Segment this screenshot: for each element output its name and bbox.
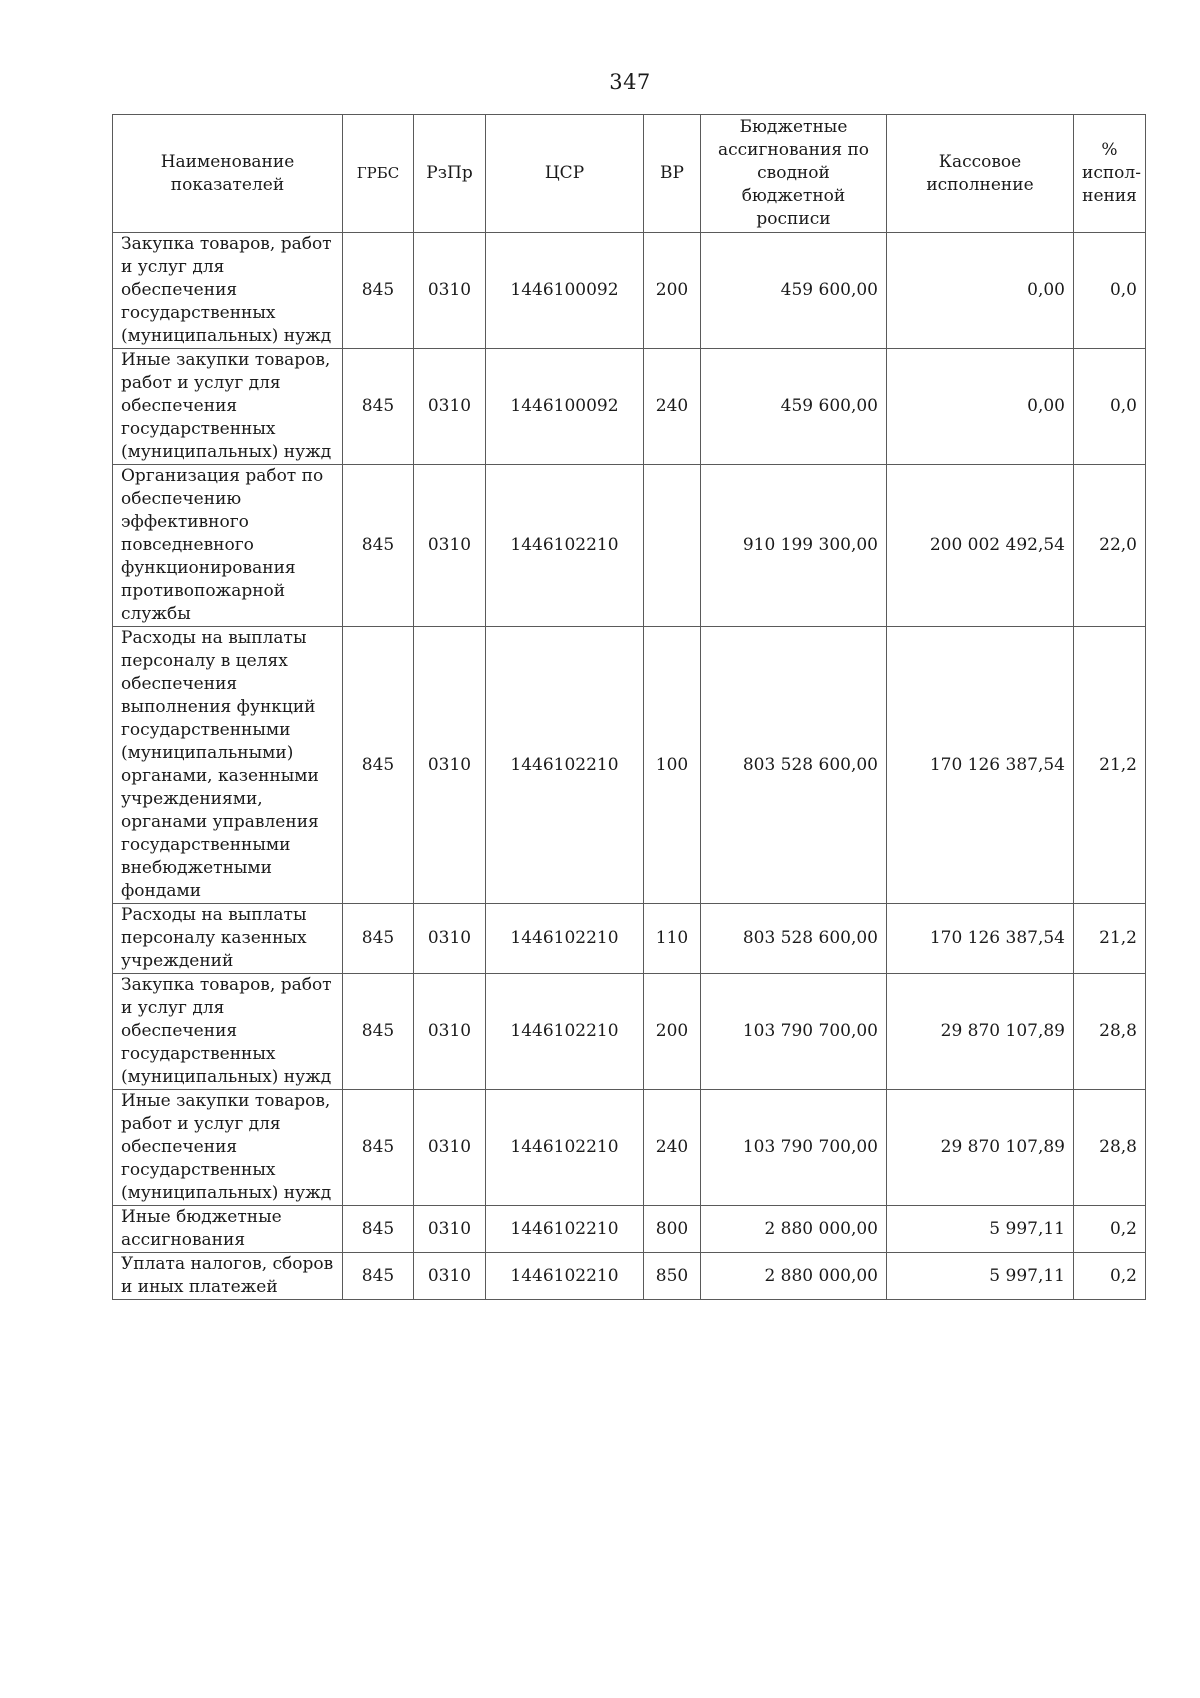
row-rzpr: 0310	[414, 904, 486, 974]
row-csr: 1446102210	[486, 627, 644, 904]
row-name: Закупка товаров, работ и услуг для обеспечения государственных (муниципальных) нужд	[113, 974, 343, 1090]
row-pct: 21,2	[1074, 627, 1146, 904]
table-body	[113, 233, 1146, 1300]
row-rzpr: 0310	[414, 465, 486, 627]
row-vr: 240	[644, 349, 701, 465]
row-rzpr: 0310	[414, 627, 486, 904]
row-fact: 0,00	[887, 233, 1074, 349]
row-fact: 170 126 387,54	[887, 627, 1074, 904]
row-vr: 240	[644, 1090, 701, 1206]
header-row	[113, 115, 1146, 233]
row-pct: 28,8	[1074, 974, 1146, 1090]
row-grbs: 845	[343, 233, 414, 349]
row-vr	[644, 465, 701, 627]
row-rzpr: 0310	[414, 233, 486, 349]
row-csr: 1446102210	[486, 904, 644, 974]
row-grbs: 845	[343, 1253, 414, 1300]
row-grbs: 845	[343, 974, 414, 1090]
row-grbs: 845	[343, 465, 414, 627]
table-row	[113, 349, 1146, 465]
row-name: Организация работ по обеспечению эффективного повседневного функционирования противопожарной службы	[113, 465, 343, 627]
row-csr: 1446102210	[486, 465, 644, 627]
row-pct: 0,0	[1074, 349, 1146, 465]
row-plan: 103 790 700,00	[701, 974, 887, 1090]
row-name: Расходы на выплаты персоналу в целях обеспечения выполнения функций государственными (муниципальными) органами, казенными учреждениями, органами управления государственными внебюджетными фондами	[113, 627, 343, 904]
row-plan: 103 790 700,00	[701, 1090, 887, 1206]
table-row	[113, 627, 1146, 904]
row-pct: 21,2	[1074, 904, 1146, 974]
row-vr: 850	[644, 1253, 701, 1300]
row-vr: 200	[644, 233, 701, 349]
row-csr: 1446102210	[486, 1206, 644, 1253]
table-row	[113, 1206, 1146, 1253]
row-csr: 1446102210	[486, 1090, 644, 1206]
table-row	[113, 465, 1146, 627]
budget-execution-table	[112, 114, 1146, 1300]
row-csr: 1446100092	[486, 233, 644, 349]
row-plan: 803 528 600,00	[701, 904, 887, 974]
row-name: Закупка товаров, работ и услуг для обеспечения государственных (муниципальных) нужд	[113, 233, 343, 349]
row-name: Иные бюджетные ассигнования	[113, 1206, 343, 1253]
row-pct: 0,2	[1074, 1206, 1146, 1253]
row-name: Иные закупки товаров, работ и услуг для обеспечения государственных (муниципальных) нужд	[113, 349, 343, 465]
header-plan: Бюджетные ассигнования по сводной бюджетной росписи	[701, 115, 887, 233]
table-row	[113, 974, 1146, 1090]
row-grbs: 845	[343, 904, 414, 974]
row-fact: 200 002 492,54	[887, 465, 1074, 627]
row-vr: 110	[644, 904, 701, 974]
row-rzpr: 0310	[414, 349, 486, 465]
row-csr: 1446102210	[486, 974, 644, 1090]
row-vr: 100	[644, 627, 701, 904]
row-name: Расходы на выплаты персоналу казенных учреждений	[113, 904, 343, 974]
header-pct: % испол-нения	[1074, 115, 1146, 233]
row-fact: 170 126 387,54	[887, 904, 1074, 974]
header-fact: Кассовое исполнение	[887, 115, 1074, 233]
table-row	[113, 1253, 1146, 1300]
table-row	[113, 904, 1146, 974]
row-pct: 0,0	[1074, 233, 1146, 349]
row-plan: 803 528 600,00	[701, 627, 887, 904]
row-csr: 1446102210	[486, 1253, 644, 1300]
row-grbs: 845	[343, 627, 414, 904]
row-plan: 910 199 300,00	[701, 465, 887, 627]
row-pct: 22,0	[1074, 465, 1146, 627]
header-rzpr: РзПр	[414, 115, 486, 233]
row-fact: 0,00	[887, 349, 1074, 465]
row-name: Иные закупки товаров, работ и услуг для обеспечения государственных (муниципальных) нужд	[113, 1090, 343, 1206]
row-pct: 0,2	[1074, 1253, 1146, 1300]
row-plan: 2 880 000,00	[701, 1253, 887, 1300]
row-rzpr: 0310	[414, 974, 486, 1090]
row-fact: 29 870 107,89	[887, 1090, 1074, 1206]
table-header	[113, 115, 1146, 233]
row-rzpr: 0310	[414, 1090, 486, 1206]
page-number: 347	[609, 70, 651, 94]
header-vr: ВР	[644, 115, 701, 233]
row-csr: 1446100092	[486, 349, 644, 465]
row-plan: 2 880 000,00	[701, 1206, 887, 1253]
row-vr: 800	[644, 1206, 701, 1253]
row-name: Уплата налогов, сборов и иных платежей	[113, 1253, 343, 1300]
header-grbs: ГРБС	[343, 115, 414, 233]
row-plan: 459 600,00	[701, 349, 887, 465]
row-grbs: 845	[343, 1206, 414, 1253]
row-grbs: 845	[343, 1090, 414, 1206]
row-rzpr: 0310	[414, 1206, 486, 1253]
row-pct: 28,8	[1074, 1090, 1146, 1206]
row-rzpr: 0310	[414, 1253, 486, 1300]
header-csr: ЦСР	[486, 115, 644, 233]
row-vr: 200	[644, 974, 701, 1090]
table-row	[113, 1090, 1146, 1206]
row-plan: 459 600,00	[701, 233, 887, 349]
row-grbs: 845	[343, 349, 414, 465]
row-fact: 5 997,11	[887, 1206, 1074, 1253]
table-row	[113, 233, 1146, 349]
row-fact: 29 870 107,89	[887, 974, 1074, 1090]
row-fact: 5 997,11	[887, 1253, 1074, 1300]
header-name: Наименование показателей	[113, 115, 343, 233]
